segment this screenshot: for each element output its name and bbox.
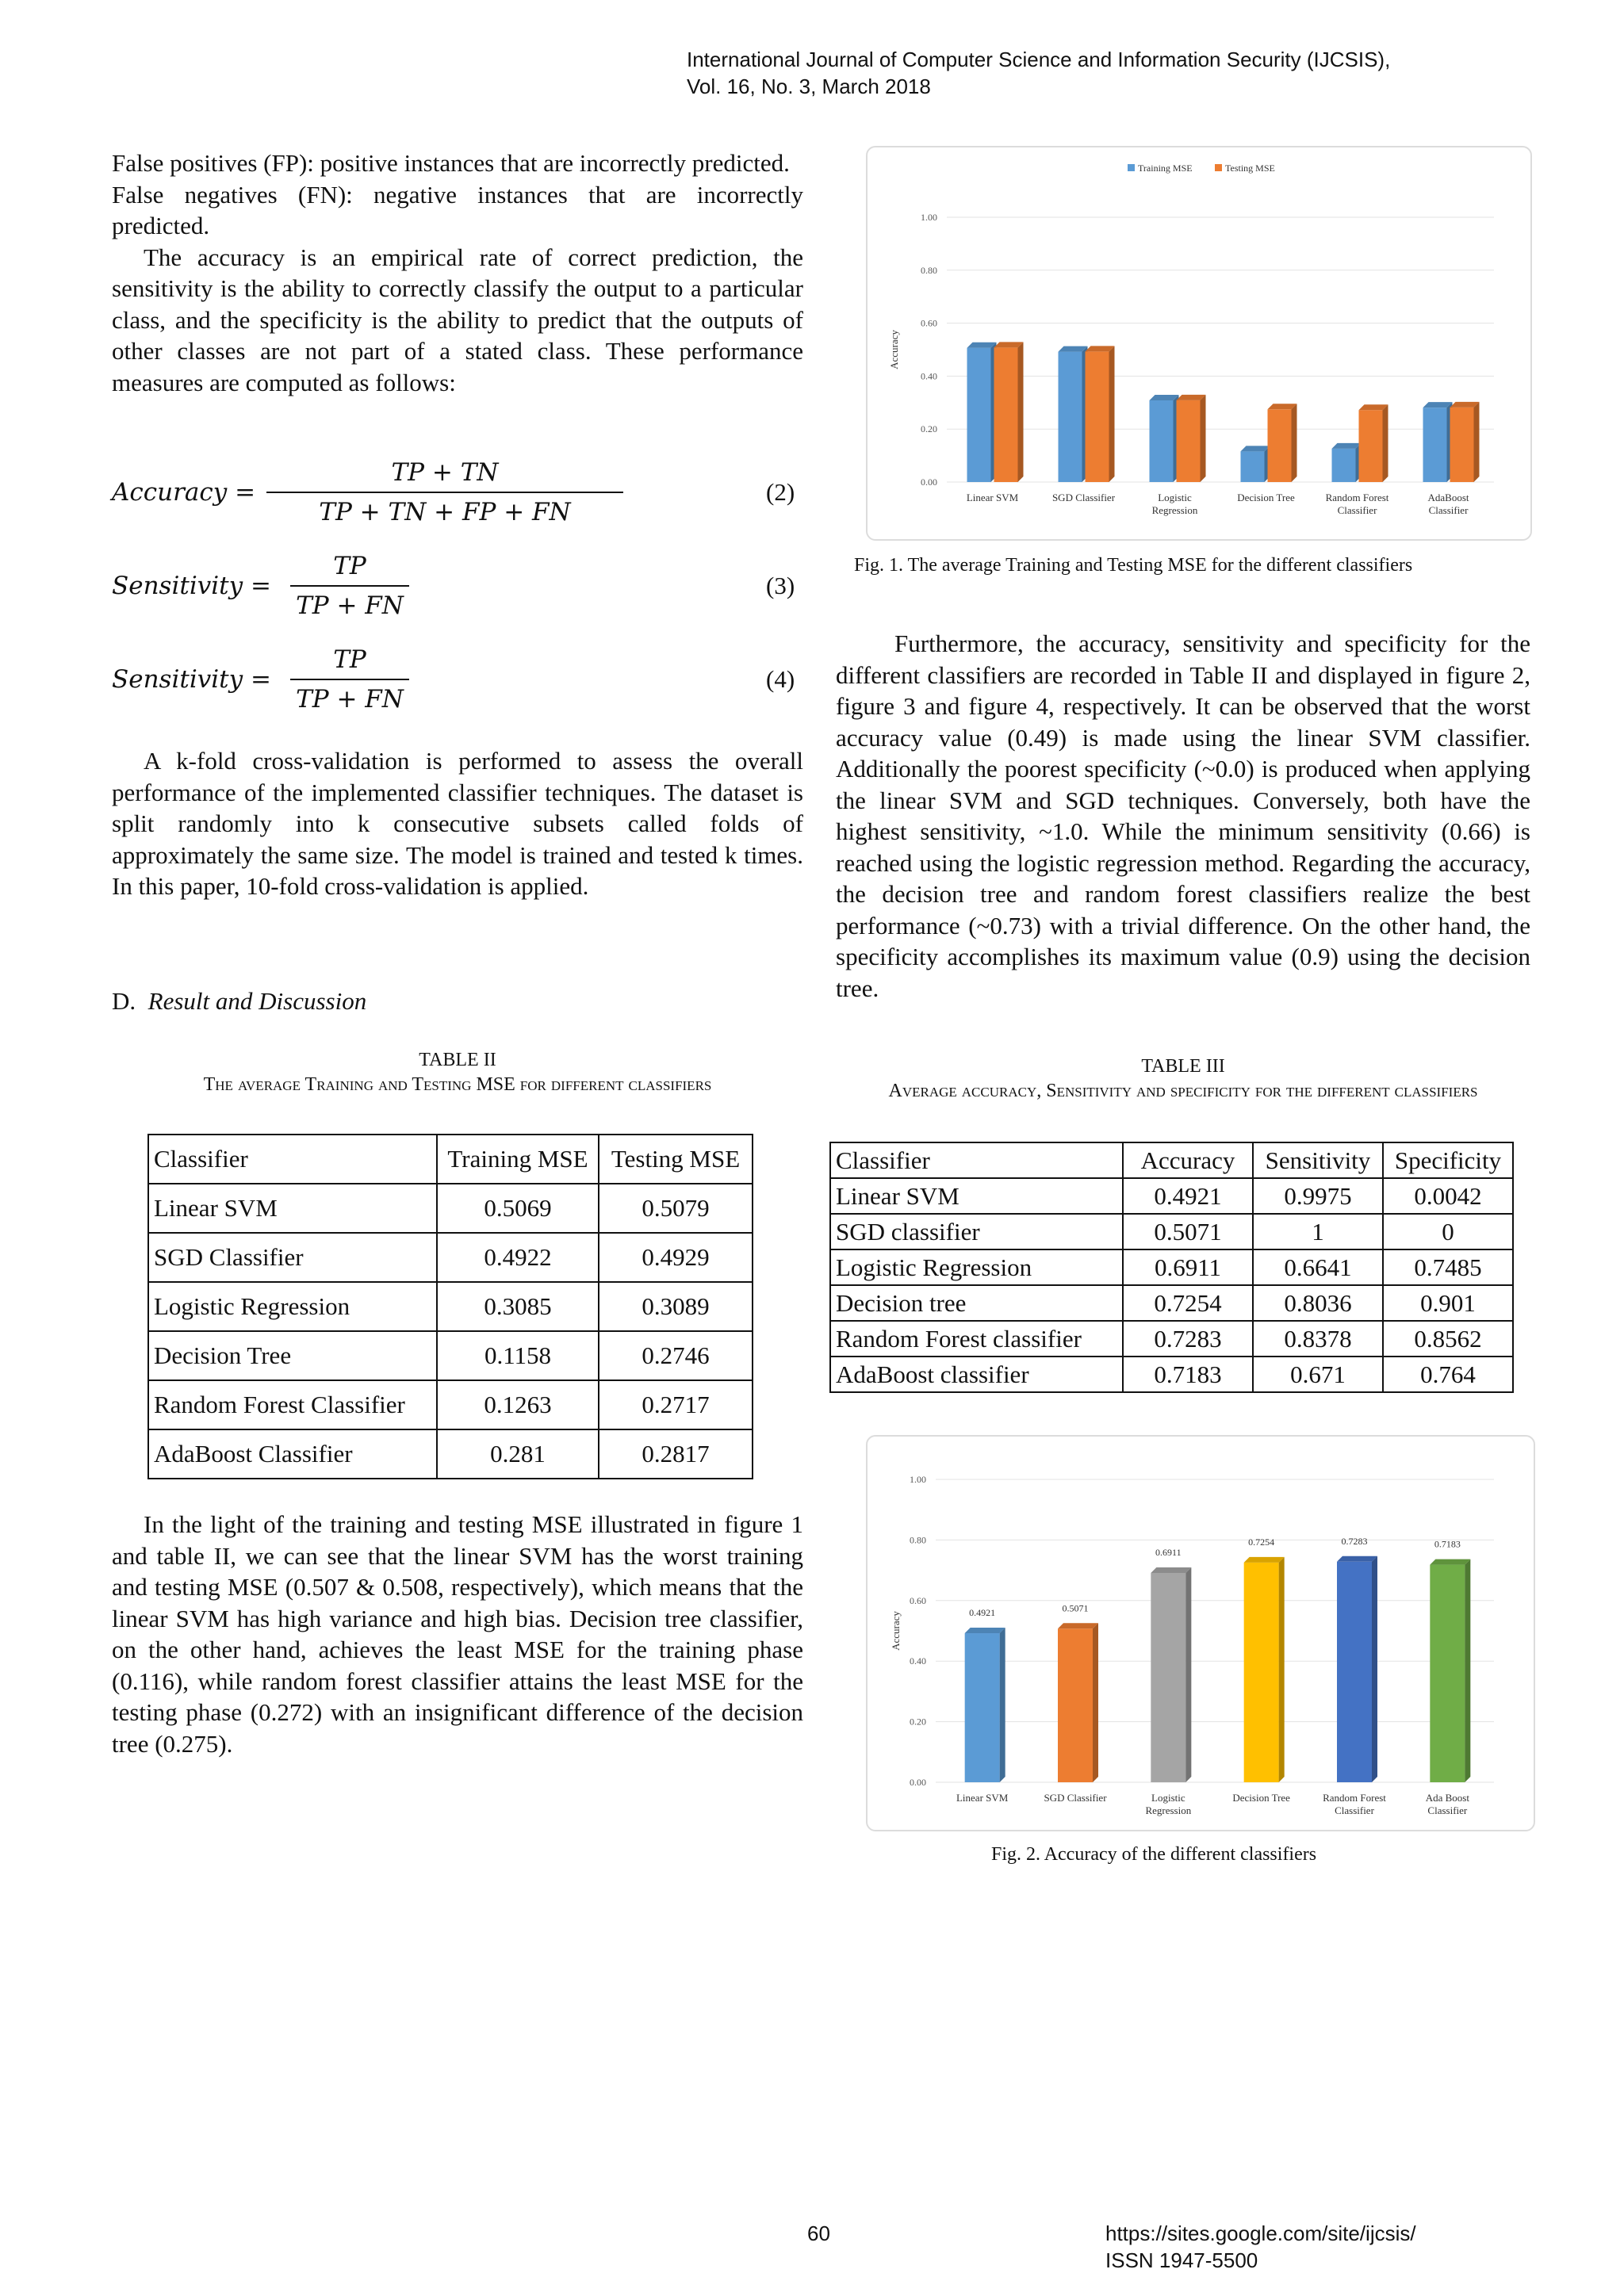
table-row bbox=[148, 1429, 753, 1479]
equation-sensitivity-4 bbox=[112, 645, 803, 717]
paragraph-false-negatives: False negatives (FN): negative instances that are incorrectly predicted. bbox=[112, 180, 803, 239]
paragraph-kfold: A k-fold cross-validation is performed to assess the overall performance of the implemented classifier techniques. The dataset is split randomly into k consecutive subsets called folds of approximately the same size. The model is trained and tested k times. In this paper, 10-fold cross-validation is applied. bbox=[112, 747, 803, 900]
table-header-cell: Accuracy bbox=[1123, 1142, 1253, 1178]
y-tick-label: 0.80 bbox=[910, 1534, 926, 1546]
table-cell: Random Forest classifier bbox=[830, 1321, 1123, 1357]
left-discussion bbox=[112, 1509, 803, 1759]
accuracy-bar-side bbox=[1185, 1567, 1191, 1782]
accuracy-bar bbox=[1430, 1565, 1465, 1782]
table-cell: 0.8562 bbox=[1383, 1321, 1513, 1357]
footer-links bbox=[1105, 2220, 1416, 2274]
legend-swatch bbox=[1128, 164, 1135, 171]
x-tick-label: Regression bbox=[1151, 504, 1198, 516]
bar-training-mse bbox=[1150, 400, 1174, 482]
table-cell: 0.4922 bbox=[437, 1233, 599, 1282]
paragraph-false-positives: False positives (FP): positive instances that are incorrectly predicted. bbox=[112, 149, 790, 177]
equation-accuracy bbox=[112, 458, 803, 530]
right-paragraph bbox=[836, 628, 1530, 1004]
table-header-cell: Testing MSE bbox=[599, 1135, 753, 1184]
x-tick-label: Classifier bbox=[1335, 1804, 1374, 1816]
y-tick-label: 0.80 bbox=[921, 264, 937, 276]
table-cell: Linear SVM bbox=[830, 1178, 1123, 1214]
accuracy-bar bbox=[1058, 1628, 1093, 1782]
table-header-cell: Sensitivity bbox=[1253, 1142, 1383, 1178]
table-cell: Linear SVM bbox=[148, 1184, 437, 1233]
chart-accuracy bbox=[868, 1437, 1534, 1830]
table-cell: 0.5071 bbox=[1123, 1214, 1253, 1249]
equation-number: (2) bbox=[766, 478, 795, 506]
bar-testing-mse-side bbox=[1018, 342, 1024, 482]
table-cell: 0 bbox=[1383, 1214, 1513, 1249]
table3-caption bbox=[836, 1054, 1530, 1104]
y-tick-label: 0.60 bbox=[921, 317, 937, 329]
equation-numerator: TP bbox=[333, 552, 366, 580]
y-tick-label: 1.00 bbox=[921, 212, 937, 223]
table-header-cell: Classifier bbox=[830, 1142, 1123, 1178]
accuracy-bar-top bbox=[965, 1628, 1005, 1633]
table-cell: 0.7283 bbox=[1123, 1321, 1253, 1357]
equation-denominator: TP + FN bbox=[290, 679, 409, 714]
table-cell: 0.281 bbox=[437, 1429, 599, 1479]
x-tick-label: Logistic bbox=[1151, 1792, 1185, 1804]
y-axis-label: Accuracy bbox=[890, 1611, 902, 1651]
x-tick-label: SGD Classifier bbox=[1044, 1792, 1107, 1804]
x-tick-label: Linear SVM bbox=[966, 492, 1019, 503]
accuracy-bar bbox=[1244, 1563, 1279, 1782]
table-cell: Random Forest Classifier bbox=[148, 1380, 437, 1429]
equation-number: (3) bbox=[766, 572, 795, 599]
x-tick-label: Decision Tree bbox=[1232, 1792, 1290, 1804]
figure-2-caption: Fig. 2. Accuracy of the different classifiers bbox=[991, 1844, 1317, 1865]
table-cell: Logistic Regression bbox=[148, 1282, 437, 1331]
table-cell: 0.1263 bbox=[437, 1380, 599, 1429]
page-number: 60 bbox=[807, 2221, 830, 2245]
bar-testing-mse bbox=[994, 347, 1018, 482]
figure-2-frame bbox=[866, 1435, 1535, 1831]
equation-lhs: Sensitivity = bbox=[112, 572, 271, 600]
table-cell: 0.6911 bbox=[1123, 1249, 1253, 1285]
x-tick-label: Random Forest bbox=[1323, 1792, 1386, 1804]
table-cell: 0.4929 bbox=[599, 1233, 753, 1282]
table-cell: 0.671 bbox=[1253, 1357, 1383, 1392]
table-header-row bbox=[830, 1142, 1513, 1178]
accuracy-bar-top bbox=[1337, 1556, 1377, 1562]
table-cell: 0.7485 bbox=[1383, 1249, 1513, 1285]
table-cell: AdaBoost classifier bbox=[830, 1357, 1123, 1392]
table-cell: 0.5069 bbox=[437, 1184, 599, 1233]
table-row bbox=[148, 1331, 753, 1380]
section-heading bbox=[112, 985, 366, 1017]
table-cell: Logistic Regression bbox=[830, 1249, 1123, 1285]
table-row bbox=[830, 1178, 1513, 1214]
table-cell: 0.2717 bbox=[599, 1380, 753, 1429]
accuracy-bar-side bbox=[1279, 1557, 1285, 1782]
chart-mse bbox=[868, 147, 1530, 539]
bar-testing-mse-side bbox=[1109, 346, 1115, 482]
left-kfold bbox=[112, 745, 803, 902]
x-tick-label: Random Forest bbox=[1325, 492, 1389, 503]
table2-label: TABLE II bbox=[419, 1050, 496, 1070]
table-cell: 0.7183 bbox=[1123, 1357, 1253, 1392]
bar-testing-mse-side bbox=[1292, 404, 1297, 482]
accuracy-bar-side bbox=[1372, 1556, 1377, 1782]
table-row bbox=[830, 1285, 1513, 1321]
y-axis-label: Accuracy bbox=[888, 330, 900, 369]
accuracy-bar bbox=[965, 1633, 1000, 1782]
table-cell: 0.3089 bbox=[599, 1282, 753, 1331]
table-cell: 0.8036 bbox=[1253, 1285, 1383, 1321]
journal-header-line1: International Journal of Computer Science and Information Security (IJCSIS), bbox=[687, 48, 1391, 71]
accuracy-bar-side bbox=[1465, 1559, 1470, 1782]
table-row bbox=[148, 1380, 753, 1429]
x-tick-label: Regression bbox=[1145, 1804, 1192, 1816]
footer-url: https://sites.google.com/site/ijcsis/ bbox=[1105, 2221, 1416, 2245]
data-label: 0.5071 bbox=[1062, 1602, 1089, 1614]
equation-number: (4) bbox=[766, 665, 795, 693]
table-header-cell: Classifier bbox=[148, 1135, 437, 1184]
y-tick-label: 0.00 bbox=[910, 1777, 926, 1788]
table-row bbox=[148, 1282, 753, 1331]
figure-1-caption: Fig. 1. The average Training and Testing MSE for the different classifiers bbox=[854, 555, 1413, 576]
y-tick-label: 0.20 bbox=[921, 423, 937, 435]
x-tick-label: Linear SVM bbox=[956, 1792, 1009, 1804]
equation-denominator: TP + FN bbox=[290, 585, 409, 620]
figure-1-frame bbox=[866, 146, 1532, 541]
bar-training-mse bbox=[1241, 451, 1265, 482]
bar-testing-mse bbox=[1177, 400, 1201, 482]
journal-header bbox=[687, 46, 1390, 100]
bar-testing-mse bbox=[1450, 408, 1474, 482]
bar-testing-mse bbox=[1268, 409, 1292, 482]
table-row bbox=[148, 1184, 753, 1233]
equation-denominator: TP + TN + FP + FN bbox=[266, 492, 623, 526]
accuracy-bar-top bbox=[1151, 1567, 1191, 1573]
y-tick-label: 0.20 bbox=[910, 1716, 926, 1728]
table-header-cell: Specificity bbox=[1383, 1142, 1513, 1178]
equation-numerator: TP bbox=[333, 645, 366, 674]
section-title: Result and Discussion bbox=[147, 987, 367, 1015]
table2-caption bbox=[112, 1048, 803, 1097]
bar-testing-mse-side bbox=[1383, 404, 1388, 482]
x-tick-label: Logistic bbox=[1158, 492, 1192, 503]
bar-training-mse bbox=[1059, 352, 1082, 482]
x-tick-label: Classifier bbox=[1337, 504, 1377, 516]
y-tick-label: 0.40 bbox=[921, 370, 937, 382]
table-accuracy bbox=[829, 1142, 1514, 1393]
paragraph-furthermore: Furthermore, the accuracy, sensitivity and specificity for the different classifiers are recorded in Table II and displayed in figure 2, figure 3 and figure 4, respectively. It can be observed that the worst accuracy value (0.49) is made using the linear SVM classifier. Additionally the poorest specificity (~0.0) is produced when applying the linear SVM and SGD techniques. Conversely, both have the highest sensitivity, ~1.0. While the minimum sensitivity (0.66) is reached using the logistic regression method. Regarding the accuracy, the decision tree and random forest classifiers realize the best performance (~0.73) with a trivial difference. On the other hand, the specificity accomplishes its maximum value (0.9) using the decision tree. bbox=[836, 629, 1530, 1002]
legend-label: Training MSE bbox=[1138, 163, 1193, 174]
data-label: 0.7283 bbox=[1341, 1535, 1368, 1547]
table3-title: Average accuracy, Sensitivity and specificity for the different classifiers bbox=[888, 1081, 1478, 1101]
x-tick-label: Classifier bbox=[1428, 504, 1469, 516]
table-mse bbox=[147, 1134, 753, 1479]
legend-swatch bbox=[1215, 164, 1222, 171]
table-cell: 0.9975 bbox=[1253, 1178, 1383, 1214]
table-cell: 0.2746 bbox=[599, 1331, 753, 1380]
table3-label: TABLE III bbox=[1141, 1056, 1225, 1077]
paragraph-accuracy-definition: The accuracy is an empirical rate of correct prediction, the sensitivity is the ability to correctly classify the output to a particular class, and the specificity is the ability to predict that the outputs of other classes are not part of a stated class. These performance measures are computed as follows: bbox=[112, 243, 803, 396]
x-tick-label: Decision Tree bbox=[1237, 492, 1295, 503]
data-label: 0.7254 bbox=[1248, 1536, 1275, 1548]
bar-training-mse bbox=[967, 348, 991, 482]
table-cell: SGD classifier bbox=[830, 1214, 1123, 1249]
table-cell: 1 bbox=[1253, 1214, 1383, 1249]
table-cell: 0.2817 bbox=[599, 1429, 753, 1479]
bar-testing-mse bbox=[1359, 410, 1383, 482]
accuracy-bar bbox=[1151, 1573, 1185, 1782]
section-label: D. bbox=[112, 987, 136, 1015]
table-cell: 0.5079 bbox=[599, 1184, 753, 1233]
equation-lhs: Sensitivity = bbox=[112, 665, 271, 694]
data-label: 0.4921 bbox=[969, 1607, 996, 1619]
accuracy-bar-top bbox=[1058, 1623, 1098, 1628]
y-tick-label: 0.60 bbox=[910, 1594, 926, 1606]
accuracy-bar-top bbox=[1430, 1559, 1470, 1565]
x-tick-label: Classifier bbox=[1427, 1804, 1468, 1816]
bar-training-mse bbox=[1332, 449, 1356, 482]
table-row bbox=[148, 1233, 753, 1282]
journal-header-line2: Vol. 16, No. 3, March 2018 bbox=[687, 75, 931, 98]
data-label: 0.6911 bbox=[1155, 1546, 1182, 1558]
table-cell: Decision tree bbox=[830, 1285, 1123, 1321]
accuracy-bar-top bbox=[1244, 1557, 1285, 1563]
table-cell: 0.764 bbox=[1383, 1357, 1513, 1392]
table-header-row bbox=[148, 1135, 753, 1184]
bar-training-mse bbox=[1423, 408, 1447, 482]
table-row bbox=[830, 1357, 1513, 1392]
y-tick-label: 0.00 bbox=[921, 476, 937, 488]
legend-label: Testing MSE bbox=[1225, 163, 1275, 174]
bar-testing-mse bbox=[1086, 351, 1109, 482]
table-row bbox=[830, 1249, 1513, 1285]
x-tick-label: AdaBoost bbox=[1427, 492, 1469, 503]
accuracy-bar-side bbox=[1093, 1623, 1098, 1782]
paragraph-discussion: In the light of the training and testing MSE illustrated in figure 1 and table II, we can see that the linear SVM has the worst training and testing MSE (0.507 & 0.508, respectively), which means that the linear SVM has high variance and high bias. Decision tree classifier, on the other hand, achieves the least MSE for the training phase (0.116), while random forest classifier attains the least MSE for the testing phase (0.272) with an insignificant difference of the decision tree (0.275). bbox=[112, 1510, 803, 1758]
table-cell: 0.0042 bbox=[1383, 1178, 1513, 1214]
y-tick-label: 0.40 bbox=[910, 1655, 926, 1667]
bar-testing-mse-side bbox=[1474, 402, 1480, 482]
table-cell: 0.901 bbox=[1383, 1285, 1513, 1321]
table-row bbox=[830, 1321, 1513, 1357]
table-header-cell: Training MSE bbox=[437, 1135, 599, 1184]
table-row bbox=[830, 1214, 1513, 1249]
y-tick-label: 1.00 bbox=[910, 1474, 926, 1485]
table-cell: 0.1158 bbox=[437, 1331, 599, 1380]
equation-lhs: Accuracy = bbox=[112, 478, 256, 507]
bar-testing-mse-side bbox=[1201, 395, 1206, 482]
left-intro bbox=[112, 147, 803, 398]
equation-sensitivity-3 bbox=[112, 552, 803, 623]
equation-numerator: TP + TN bbox=[391, 458, 499, 487]
table-cell: 0.7254 bbox=[1123, 1285, 1253, 1321]
table-cell: 0.8378 bbox=[1253, 1321, 1383, 1357]
table-cell: AdaBoost Classifier bbox=[148, 1429, 437, 1479]
x-tick-label: SGD Classifier bbox=[1051, 492, 1116, 503]
accuracy-bar bbox=[1337, 1562, 1372, 1782]
table-cell: 0.6641 bbox=[1253, 1249, 1383, 1285]
table-cell: 0.3085 bbox=[437, 1282, 599, 1331]
x-tick-label: Ada Boost bbox=[1425, 1792, 1469, 1804]
footer-issn: ISSN 1947-5500 bbox=[1105, 2248, 1258, 2272]
data-label: 0.7183 bbox=[1434, 1538, 1461, 1550]
table-cell: SGD Classifier bbox=[148, 1233, 437, 1282]
table-cell: Decision Tree bbox=[148, 1331, 437, 1380]
table2-title: The average Training and Testing MSE for different classifiers bbox=[203, 1074, 712, 1095]
table-cell: 0.4921 bbox=[1123, 1178, 1253, 1214]
accuracy-bar-side bbox=[1000, 1628, 1005, 1782]
